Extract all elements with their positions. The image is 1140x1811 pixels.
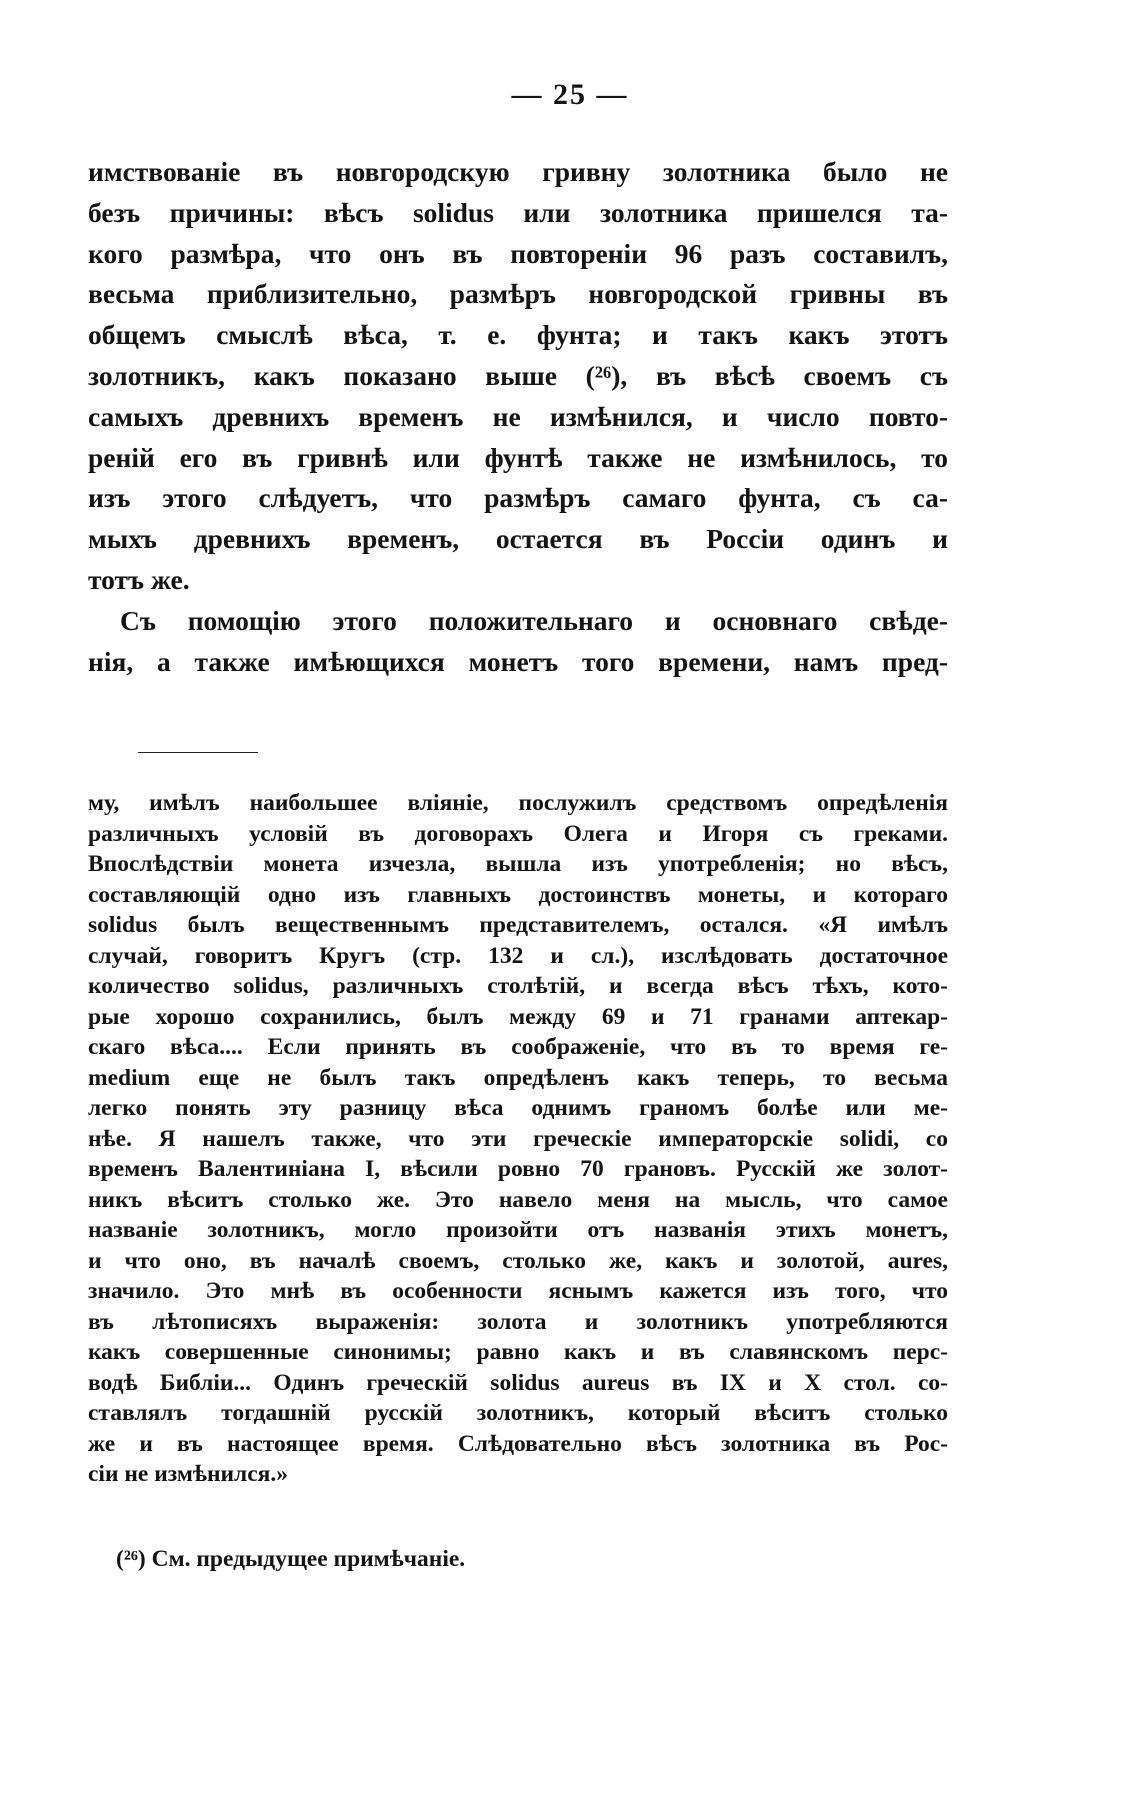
- main-text-line: весьма приблизительно, размѣръ новгородской гривны въ: [88, 278, 948, 310]
- footnote-line: никъ вѣситъ столько же. Это навело меня на мысль, что самое: [88, 1186, 948, 1213]
- footnote-line: му, имѣлъ наибольшее вліяніе, послужилъ средствомъ опредѣленія: [88, 790, 948, 816]
- footnote-line: въ лѣтописяхъ выраженія: золота и золотникъ употребляются: [88, 1308, 948, 1335]
- footnote-line: нѣе. Я нашелъ также, что эти греческіе императорскіе solidi, со: [88, 1125, 948, 1152]
- main-text-line: Съ помощію этого положительнаго и основнаго свѣде-: [120, 604, 948, 636]
- footnote-line: временъ Валентиніана I, вѣсили ровно 70 грановъ. Русскій же золот-: [88, 1156, 948, 1182]
- footnote-26: (²⁶) См. предыдущее примѣчаніе.: [116, 1546, 466, 1572]
- footnote-line: какъ совершенные синонимы; равно какъ и въ славянскомъ перс-: [88, 1339, 948, 1365]
- main-text-line: кого размѣра, что онъ въ повтореніи 96 разъ составилъ,: [88, 237, 948, 269]
- footnote-line: Впослѣдствіи монета изчезла, вышла изъ употребленія; но вѣсъ,: [88, 851, 948, 877]
- footnote-line: же и въ настоящее время. Слѣдовательно вѣсъ золотника въ Рос-: [88, 1430, 948, 1457]
- main-text-line: золотникъ, какъ показано выше (²⁶), въ вѣсѣ своемъ съ: [88, 359, 948, 391]
- main-text-line: нія, а также имѣющихся монетъ того времени, намъ пред-: [88, 645, 948, 677]
- footnote-block: [88, 788, 948, 1490]
- main-text-line: мыхъ древнихъ временъ, остается въ Россіи одинъ и: [88, 523, 948, 555]
- footnote-line: количество solidus, различныхъ столѣтій, и всегда вѣсъ тѣхъ, кото-: [88, 973, 948, 999]
- footnote-line: medium еще не былъ такъ опредѣленъ какъ теперь, то весьма: [88, 1064, 948, 1091]
- main-text-line: тотъ же.: [88, 563, 190, 595]
- footnote-line: скаго вѣса.... Если принять въ соображеніе, что въ то время ге-: [88, 1034, 948, 1060]
- footnote-line: сіи не измѣнился.»: [88, 1461, 289, 1487]
- main-text-line: самыхъ древнихъ временъ не измѣнился, и число повто-: [88, 400, 948, 432]
- footnote-line: случай, говоритъ Кругъ (стр. 132 и сл.), изслѣдовать достаточное: [88, 942, 948, 969]
- footnote-line: различныхъ условій въ договорахъ Олега и Игоря съ греками.: [88, 820, 948, 847]
- main-text-line: общемъ смыслѣ вѣса, т. е. фунта; и такъ какъ этотъ: [88, 319, 948, 351]
- footnote-line: названіе золотникъ, могло произойти отъ названія этихъ монетъ,: [88, 1217, 948, 1243]
- footnote-line: водѣ Библіи... Одинъ греческій solidus aureus въ IX и X стол. со-: [88, 1369, 948, 1396]
- main-text-line: имствованіе въ новгородскую гривну золотника было не: [88, 156, 948, 187]
- footnote-line: рые хорошо сохранились, былъ между 69 и 71 гранами аптекар-: [88, 1003, 948, 1030]
- main-text-line: безъ причины: вѣсъ solidus или золотника пришелся та-: [88, 196, 948, 228]
- footnote-line: составляющій одно изъ главныхъ достоинствъ монеты, и котораго: [88, 881, 948, 908]
- footnote-line: solidus былъ вещественнымъ представителемъ, остался. «Я имѣлъ: [88, 912, 948, 938]
- footnote-line: легко понять эту разницу вѣса однимъ граномъ болѣе или ме-: [88, 1095, 948, 1121]
- footnote-line: и что оно, въ началѣ своемъ, столько же, какъ и золотой, aures,: [88, 1247, 948, 1274]
- main-text: [88, 152, 948, 682]
- main-text-line: реній его въ гривнѣ или фунтѣ также не измѣнилось, то: [88, 441, 948, 473]
- footnote-line: ставлялъ тогдашній русскій золотникъ, который вѣситъ столько: [88, 1400, 948, 1426]
- main-text-line: изъ этого слѣдуетъ, что размѣръ самаго фунта, съ са-: [88, 482, 948, 514]
- page-number: — 25 —: [511, 78, 629, 111]
- footnote-divider: [138, 752, 258, 753]
- footnote-line: значило. Это мнѣ въ особенности яснымъ кажется изъ того, что: [88, 1278, 948, 1304]
